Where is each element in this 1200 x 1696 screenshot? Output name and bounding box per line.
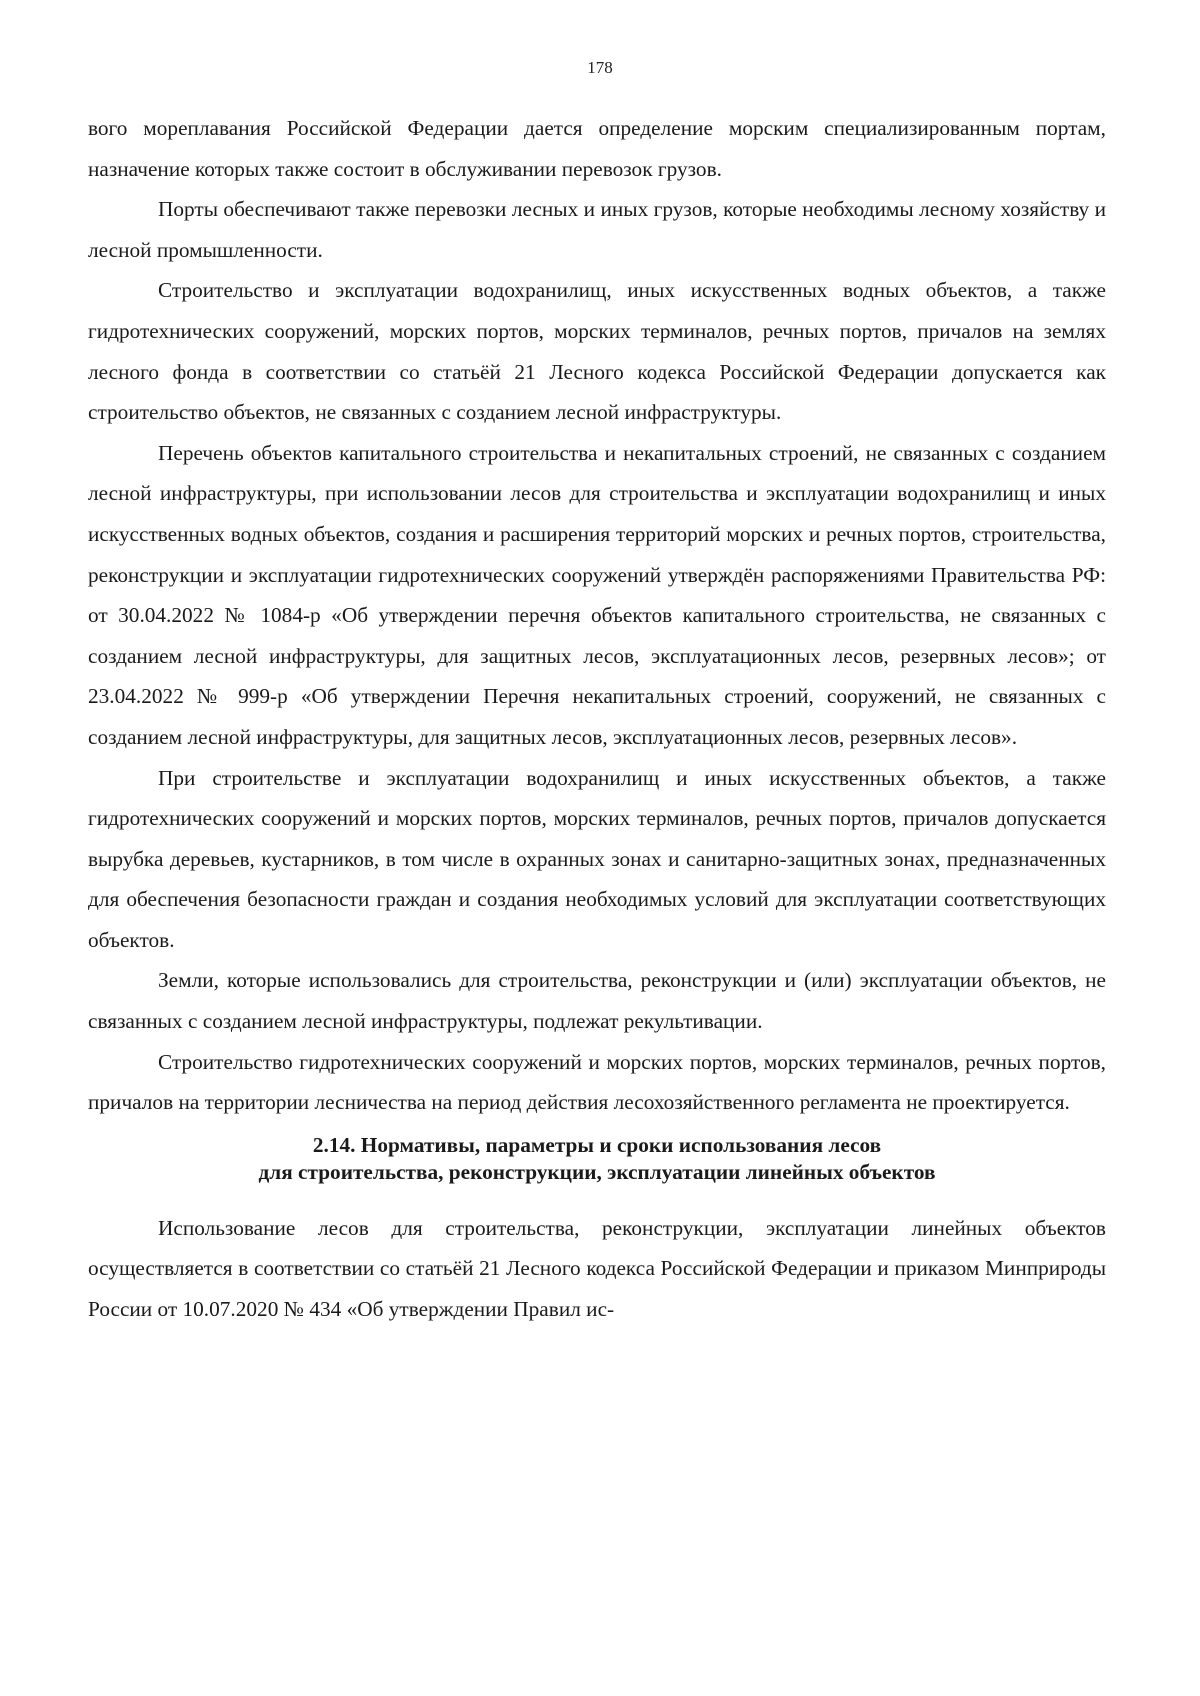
page-number: 178 bbox=[587, 58, 613, 77]
paragraph: Перечень объектов капитального строительства и некапитальных строений, не связанных с созданием лесной инфраструктуры, при использовании лесов для строительства и эксплуатации водохранилищ и иных искусственных водных объектов, создания и расширения территорий морских и речных портов, строительства, реконструкции и эксплуатации гидротехнических сооружений утверждён распоряжениями Правительства РФ: от 30.04.2022 № 1084-р «Об утверждении перечня объектов капитального строительства, не связанных с созданием лесной инфраструктуры, для защитных лесов, эксплуатационных лесов, резервных лесов»; от 23.04.2022 № 999-р «Об утверждении Перечня некапитальных строений, сооружений, не связанных с созданием лесной инфраструктуры, для защитных лесов, эксплуатационных лесов, резервных лесов». bbox=[88, 440, 1106, 749]
paragraph: Земли, которые использовались для строительства, реконструкции и (или) эксплуатации объектов, не связанных с созданием лесной инфраструктуры, подлежат рекультивации. bbox=[88, 968, 1106, 1034]
paragraph: Порты обеспечивают также перевозки лесных и иных грузов, которые необходимы лесному хозяйству и лесной промышленности. bbox=[88, 197, 1106, 262]
paragraph: При строительстве и эксплуатации водохранилищ и иных искусственных объектов, а также гидротехнических сооружений и морских портов, морских терминалов, речных портов, причалов допускается вырубка деревьев, кустарников, в том числе в охранных зонах и санитарно-защитных зонах, предназначенных для обеспечения безопасности граждан и создания необходимых условий для эксплуатации соответствующих объектов. bbox=[88, 765, 1106, 952]
page-body bbox=[88, 108, 1106, 1330]
section-heading bbox=[88, 1132, 1106, 1186]
section-heading-line-2: для строительства, реконструкции, эксплуатации линейных объектов bbox=[258, 1159, 936, 1184]
paragraph: Строительство и эксплуатации водохранилищ, иных искусственных водных объектов, а также гидротехнических сооружений, морских портов, морских терминалов, речных портов, причалов на землях лесного фонда в соответствии со статьёй 21 Лесного кодекса Российской Федерации допускается как строительство объектов, не связанных с созданием лесной инфраструктуры. bbox=[88, 278, 1106, 425]
paragraph-continuation: вого мореплавания Российской Федерации дается определение морским специализированным портам, назначение которых также состоит в обслуживании перевозок грузов. bbox=[88, 116, 1106, 181]
paragraph: Использование лесов для строительства, реконструкции, эксплуатации линейных объектов осуществляется в соответствии со статьёй 21 Лесного кодекса Российской Федерации и приказом Минприроды России от 10.07.2020 № 434 «Об утверждении Правил ис- bbox=[88, 1215, 1106, 1322]
section-heading-line-1: 2.14. Нормативы, параметры и сроки использования лесов bbox=[312, 1132, 882, 1157]
paragraph: Строительство гидротехнических сооружений и морских портов, морских терминалов, речных портов, причалов на территории лесничества на период действия лесохозяйственного регламента не проектируется. bbox=[88, 1049, 1106, 1115]
